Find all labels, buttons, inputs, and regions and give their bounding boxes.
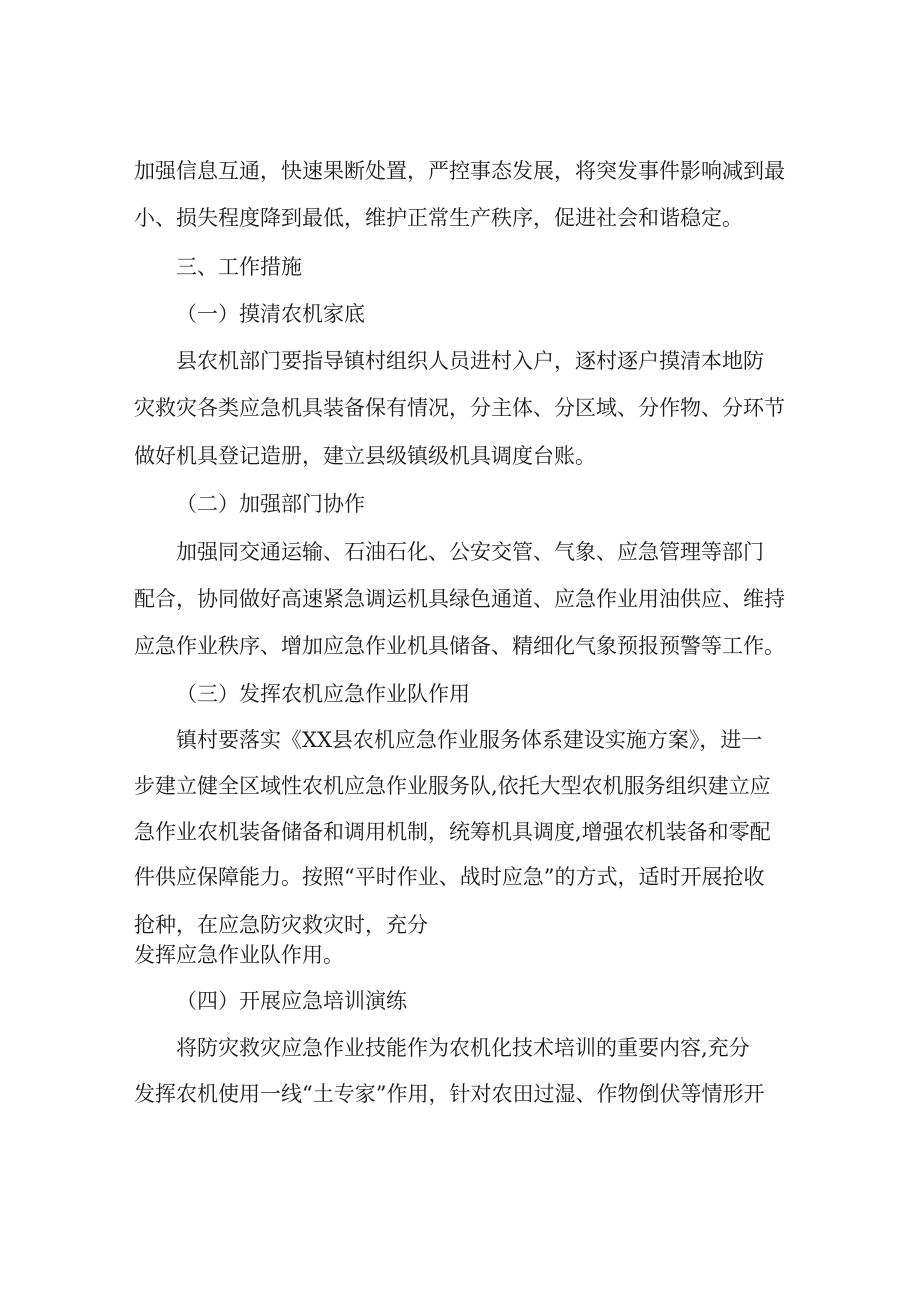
paragraph-line: 步建立健全区域性农机应急作业服务队,依托大型农机服务组织建立应 — [134, 774, 771, 798]
paragraph-line: 小、损失程度降到最低，维护正常生产秩序，促进社会和谐稳定。 — [134, 206, 743, 230]
paragraph-line: 镇村要落实《XX县农机应急作业服务体系建设实施方案》，进一 — [176, 728, 763, 752]
subsection-heading: （一）摸清农机家底 — [176, 302, 365, 326]
paragraph-line: 加强同交通运输、石油石化、公安交管、气象、应急管理等部门 — [176, 540, 764, 564]
paragraph-line: 抢种，在应急防灾救灾时，充分 — [134, 913, 428, 937]
paragraph-line: 配合，协同做好高速紧急调运机具绿色通道、应急作业用油供应、维持 — [134, 587, 785, 611]
section-heading: 三、工作措施 — [176, 255, 302, 279]
paragraph-line: 发挥应急作业队作用。 — [134, 943, 344, 967]
subsection-heading: （二）加强部门协作 — [176, 492, 365, 516]
paragraph-line: 加强信息互通，快速果断处置，严控事态发展，将突发事件影响减到最 — [134, 159, 785, 183]
paragraph-line: 做好机具登记造册，建立县级镇级机具调度台账。 — [134, 444, 596, 468]
subsection-heading: （三）发挥农机应急作业队作用 — [176, 682, 470, 706]
paragraph-line: 件供应保障能力。按照“平时作业、战时应急”的方式，适时开展抢收 — [134, 865, 765, 889]
paragraph-line: 将防灾救灾应急作业技能作为农机化技术培训的重要内容,充分 — [176, 1036, 750, 1060]
subsection-heading: （四）开展应急培训演练 — [176, 989, 407, 1013]
paragraph-line: 县农机部门要指导镇村组织人员进村入户，逐村逐户摸清本地防 — [176, 349, 764, 373]
paragraph-line: 急作业农机装备储备和调用机制，统筹机具调度,增强农机装备和零配 — [134, 820, 771, 844]
paragraph-line: 灾救灾各类应急机具装备保有情况，分主体、分区域、分作物、分环节 — [134, 396, 785, 420]
paragraph-line: 发挥农机使用一线“土专家”作用，针对农田过湿、作物倒伏等情形开 — [134, 1082, 765, 1106]
paragraph-line: 应急作业秩序、增加应急作业机具储备、精细化气象预报预警等工作。 — [134, 634, 785, 658]
